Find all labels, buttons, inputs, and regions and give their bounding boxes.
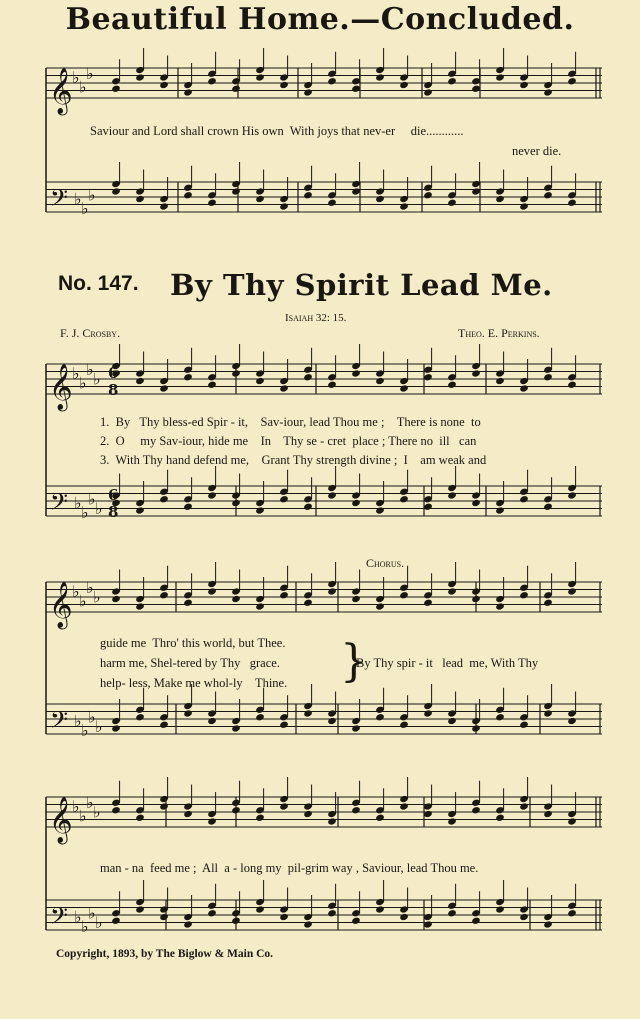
system-1-key-flat: ♭ bbox=[74, 493, 82, 513]
system-1-bass-note bbox=[255, 506, 265, 514]
system-2-treble-clef: 𝄞 bbox=[49, 582, 73, 628]
system-2-bass-note bbox=[351, 724, 361, 732]
system-top-bass-note bbox=[303, 191, 313, 199]
system-1-treble-note bbox=[303, 373, 313, 381]
system-top-bass-note bbox=[423, 191, 433, 199]
system-1-bass-note bbox=[159, 495, 169, 503]
system-3-key-flat: ♭ bbox=[93, 802, 101, 822]
system-3-treble-note bbox=[135, 814, 145, 822]
system-1-bass-note bbox=[279, 495, 289, 503]
hymn-title: By Thy Spirit Lead Me. bbox=[170, 268, 553, 302]
system-top-treble-note bbox=[279, 81, 289, 89]
system-top-bass-note bbox=[543, 191, 553, 199]
system-3-bass-note bbox=[567, 909, 577, 917]
system-top-bass-note bbox=[279, 202, 289, 210]
system-1-treble-note bbox=[423, 373, 433, 381]
verse-2-line: 2. O my Sav-iour, hide me In Thy se - cret place ; There no ill can bbox=[100, 434, 477, 448]
system-3-treble-note bbox=[207, 817, 217, 825]
system-1-treble-note bbox=[231, 369, 241, 377]
system-1-treble-note bbox=[207, 381, 217, 389]
system-1-treble-note bbox=[255, 377, 265, 385]
system-top-bass-note bbox=[495, 195, 505, 203]
system-top-treble-note bbox=[327, 77, 337, 85]
system-3-bass-note bbox=[135, 905, 145, 913]
system-3-treble-note bbox=[375, 814, 385, 822]
chorus-line-1: By Thy spir - it lead me, With Thy bbox=[356, 656, 539, 670]
system-top-treble-note bbox=[519, 81, 529, 89]
system-top-key-flat: ♭ bbox=[88, 185, 96, 205]
system-3-treble-note bbox=[183, 810, 193, 818]
system-3-treble-note bbox=[519, 802, 529, 810]
system-1-treble-note bbox=[159, 384, 169, 392]
system-2-treble-note bbox=[447, 587, 457, 595]
system-top-treble-note bbox=[303, 88, 313, 96]
system-1-bass-note bbox=[543, 503, 553, 511]
system-2-key-flat: ♭ bbox=[86, 578, 94, 597]
system-1-treble-note bbox=[519, 384, 529, 392]
system-2-bass-clef: 𝄢 bbox=[50, 706, 69, 739]
system-2-bass-note bbox=[471, 724, 481, 732]
system-1-bass-note bbox=[399, 495, 409, 503]
system-3-treble-note bbox=[279, 802, 289, 810]
system-top-treble-note bbox=[399, 81, 409, 89]
system-3-bass-note bbox=[399, 913, 409, 921]
system-3-key-flat: ♭ bbox=[86, 793, 94, 812]
system-top-key-flat: ♭ bbox=[81, 198, 89, 218]
system-2-bass-note bbox=[423, 709, 433, 717]
system-1-key-flat: ♭ bbox=[81, 502, 89, 522]
lyric-line: Saviour and Lord shall crown His own With joys that nev-er die............ bbox=[90, 124, 464, 138]
system-3-treble-note bbox=[327, 817, 337, 825]
time-signature-bottom: 8 bbox=[108, 381, 119, 399]
system-1-bass-note bbox=[351, 499, 361, 507]
system-top-key-flat: ♭ bbox=[79, 77, 87, 97]
system-2-treble-note bbox=[495, 602, 505, 610]
system-3-bass-note bbox=[159, 913, 169, 921]
system-top-treble-note bbox=[351, 85, 361, 93]
system-3-treble-note bbox=[399, 802, 409, 810]
system-top-key-flat: ♭ bbox=[74, 189, 82, 209]
system-top-bass-note bbox=[255, 195, 265, 203]
system-2-treble-note bbox=[207, 587, 217, 595]
system-3-bass-note bbox=[183, 920, 193, 928]
system-2-bass-note bbox=[447, 717, 457, 725]
system-2-bass-note bbox=[111, 724, 121, 732]
system-2-key-flat: ♭ bbox=[74, 711, 82, 731]
system-3-bass-note bbox=[495, 905, 505, 913]
system-2-bass-note bbox=[327, 717, 337, 725]
system-1-treble-note bbox=[135, 377, 145, 385]
system-3-bass-note bbox=[351, 917, 361, 925]
system-3-treble-note bbox=[255, 814, 265, 822]
time-signature-top: 6 bbox=[108, 486, 119, 504]
system-1-treble-note bbox=[399, 384, 409, 392]
system-1-bass-clef: 𝄢 bbox=[50, 488, 69, 521]
system-1-treble-note bbox=[543, 373, 553, 381]
system-top-treble-note bbox=[423, 88, 433, 96]
system-top-bass-note bbox=[519, 202, 529, 210]
system-3-bass-note bbox=[327, 909, 337, 917]
system-1-key-flat: ♭ bbox=[86, 360, 94, 379]
system-3-bass-note bbox=[423, 920, 433, 928]
system-2-treble-note bbox=[567, 587, 577, 595]
system-2-treble-note bbox=[231, 595, 241, 603]
system-top-bass-note bbox=[375, 195, 385, 203]
system-2-treble-note bbox=[111, 595, 121, 603]
system-2-key-flat: ♭ bbox=[81, 720, 89, 740]
system-top-bass-note bbox=[231, 187, 241, 195]
system-2-treble-note bbox=[135, 602, 145, 610]
system-1-key-flat: ♭ bbox=[88, 489, 96, 509]
system-1-treble-clef: 𝄞 bbox=[49, 364, 73, 410]
system-3-bass-note bbox=[447, 909, 457, 917]
system-2-key-flat: ♭ bbox=[72, 582, 80, 601]
system-3-treble-note bbox=[111, 806, 121, 814]
scripture-reference: Isaiah 32: 15. bbox=[285, 312, 347, 324]
system-2-key-flat: ♭ bbox=[93, 587, 101, 607]
continuation-title: Beautiful Home.—Concluded. bbox=[65, 2, 575, 37]
copyright-notice: Copyright, 1893, by The Biglow & Main Co. bbox=[56, 948, 274, 960]
system-1-bass-note bbox=[471, 499, 481, 507]
system-2-bass-note bbox=[495, 713, 505, 721]
system-top-bass-note bbox=[159, 202, 169, 210]
system-2-treble-note bbox=[423, 599, 433, 607]
system-2-treble-note bbox=[471, 595, 481, 603]
system-1-treble-note bbox=[447, 381, 457, 389]
system-2-bass-note bbox=[279, 721, 289, 729]
system-top-treble-note bbox=[543, 88, 553, 96]
system-3-key-flat: ♭ bbox=[72, 797, 80, 816]
system-top-bass-note bbox=[183, 191, 193, 199]
system-top-key-flat: ♭ bbox=[86, 64, 94, 83]
system-3-key-flat: ♭ bbox=[88, 903, 96, 923]
system-1-treble-note bbox=[279, 384, 289, 392]
system-3-treble-note bbox=[447, 817, 457, 825]
verse-1-line: 1. By Thy bless-ed Spir - it, Sav-iour, lead Thou me ; There is none to bbox=[100, 415, 481, 429]
system-3-treble-note bbox=[567, 817, 577, 825]
system-3-key-flat: ♭ bbox=[81, 916, 89, 936]
system-2-bass-note bbox=[183, 709, 193, 717]
system-1-treble-note bbox=[351, 369, 361, 377]
composer-credit: Theo. E. Perkins. bbox=[458, 326, 540, 340]
system-3-bass-note bbox=[231, 917, 241, 925]
system-2-bass-note bbox=[207, 717, 217, 725]
system-3-treble-clef: 𝄞 bbox=[49, 797, 73, 843]
lyric-tail: never die. bbox=[512, 144, 562, 158]
system-top-bass-note bbox=[399, 202, 409, 210]
system-2-treble-note bbox=[543, 599, 553, 607]
system-2-bass-note bbox=[567, 717, 577, 725]
time-signature-top: 6 bbox=[108, 364, 119, 382]
system-3-bass-note bbox=[471, 917, 481, 925]
system-1-key-flat: ♭ bbox=[93, 369, 101, 389]
system-top-bass-note bbox=[111, 187, 121, 195]
system-top-treble-note bbox=[183, 88, 193, 96]
system-3-bass-note bbox=[303, 920, 313, 928]
system-2-bass-note bbox=[135, 713, 145, 721]
system-top-bass-note bbox=[351, 187, 361, 195]
system-3-treble-note bbox=[231, 806, 241, 814]
system-3-treble-note bbox=[351, 806, 361, 814]
system-top-bass-note bbox=[447, 199, 457, 207]
system-top-bass-note bbox=[567, 199, 577, 207]
system-1-treble-note bbox=[567, 381, 577, 389]
system-2-bass-note bbox=[159, 721, 169, 729]
system-3-treble-note bbox=[495, 814, 505, 822]
system-top-treble-note bbox=[255, 73, 265, 81]
system-2-treble-note bbox=[351, 595, 361, 603]
author-credit: F. J. Crosby. bbox=[60, 326, 121, 340]
system-top-treble-note bbox=[375, 73, 385, 81]
system-2-key-flat: ♭ bbox=[79, 591, 87, 611]
system-2-treble-note bbox=[375, 602, 385, 610]
system-3-treble-note bbox=[159, 802, 169, 810]
system-2-bass-note bbox=[255, 713, 265, 721]
time-signature-bottom: 8 bbox=[108, 503, 119, 521]
verse-2-end: harm me, Shel-tered by Thy grace. bbox=[100, 656, 280, 670]
system-top-treble-note bbox=[111, 85, 121, 93]
system-2-key-flat: ♭ bbox=[95, 716, 103, 736]
system-1-bass-note bbox=[135, 506, 145, 514]
system-1-bass-note bbox=[183, 503, 193, 511]
system-2-treble-note bbox=[159, 591, 169, 599]
system-3-key-flat: ♭ bbox=[79, 806, 87, 826]
system-1-treble-note bbox=[495, 377, 505, 385]
system-3-bass-clef: 𝄢 bbox=[50, 902, 69, 935]
system-3-treble-note bbox=[543, 810, 553, 818]
system-top-treble-note bbox=[159, 81, 169, 89]
system-1-treble-note bbox=[183, 373, 193, 381]
system-1-bass-note bbox=[567, 491, 577, 499]
system-2-key-flat: ♭ bbox=[88, 707, 96, 727]
hymn-number: No. 147. bbox=[58, 272, 139, 295]
system-3-treble-note bbox=[303, 810, 313, 818]
system-3-bass-note bbox=[279, 913, 289, 921]
system-2-bass-note bbox=[543, 709, 553, 717]
system-3-bass-note bbox=[255, 905, 265, 913]
system-2-bass-note bbox=[303, 709, 313, 717]
system-top-treble-note bbox=[207, 77, 217, 85]
verse-3-line: 3. With Thy hand defend me, Grant Thy strength divine ; I am weak and bbox=[100, 453, 487, 467]
system-top-bass-note bbox=[471, 187, 481, 195]
system-1-key-flat: ♭ bbox=[72, 364, 80, 383]
system-1-bass-note bbox=[207, 491, 217, 499]
verse-brace: } bbox=[340, 636, 368, 687]
system-1-treble-note bbox=[327, 381, 337, 389]
system-1-key-flat: ♭ bbox=[95, 498, 103, 518]
system-1-bass-note bbox=[375, 506, 385, 514]
system-1-bass-note bbox=[447, 491, 457, 499]
system-2-treble-note bbox=[279, 591, 289, 599]
system-2-bass-note bbox=[519, 721, 529, 729]
system-2-treble-note bbox=[327, 587, 337, 595]
system-3-bass-note bbox=[111, 917, 121, 925]
system-3-bass-note bbox=[519, 913, 529, 921]
system-1-bass-note bbox=[519, 495, 529, 503]
system-1-key-flat: ♭ bbox=[79, 373, 87, 393]
system-top-bass-note bbox=[327, 199, 337, 207]
system-3-bass-note bbox=[375, 905, 385, 913]
system-2-bass-note bbox=[231, 724, 241, 732]
system-1-bass-note bbox=[231, 499, 241, 507]
system-3-key-flat: ♭ bbox=[95, 912, 103, 932]
system-top-key-flat: ♭ bbox=[72, 68, 80, 87]
system-2-bass-note bbox=[399, 721, 409, 729]
system-1-bass-note bbox=[495, 506, 505, 514]
system-2-bass-note bbox=[375, 713, 385, 721]
system-top-treble-note bbox=[135, 73, 145, 81]
system-3-key-flat: ♭ bbox=[74, 907, 82, 927]
system-1-bass-note bbox=[327, 491, 337, 499]
system-top-bass-note bbox=[207, 199, 217, 207]
system-3-treble-note bbox=[471, 806, 481, 814]
chorus-line-2: man - na feed me ; All a - long my pil-grim way , Saviour, lead Thou me. bbox=[100, 861, 479, 875]
system-3-treble-note bbox=[423, 810, 433, 818]
system-top-treble-note bbox=[447, 77, 457, 85]
system-2-treble-note bbox=[183, 599, 193, 607]
verse-3-end: help- less, Make me whol-ly Thine. bbox=[100, 676, 288, 690]
system-1-treble-note bbox=[375, 377, 385, 385]
system-1-treble-note bbox=[471, 369, 481, 377]
system-2-treble-note bbox=[303, 599, 313, 607]
system-top-treble-note bbox=[471, 85, 481, 93]
system-1-bass-note bbox=[303, 503, 313, 511]
system-top-treble-note bbox=[495, 73, 505, 81]
chorus-label: Chorus. bbox=[366, 556, 405, 570]
system-3-bass-note bbox=[543, 920, 553, 928]
system-top-treble-note bbox=[231, 85, 241, 93]
system-top-bass-clef: 𝄢 bbox=[50, 184, 69, 217]
system-top-bass-note bbox=[135, 195, 145, 203]
system-2-treble-note bbox=[399, 591, 409, 599]
system-2-treble-note bbox=[255, 602, 265, 610]
system-top-treble-note bbox=[567, 77, 577, 85]
system-2-treble-note bbox=[519, 591, 529, 599]
system-1-bass-note bbox=[423, 503, 433, 511]
system-3-bass-note bbox=[207, 909, 217, 917]
verse-1-end: guide me Thro' this world, but Thee. bbox=[100, 636, 286, 650]
system-top-treble-clef: 𝄞 bbox=[49, 68, 73, 114]
